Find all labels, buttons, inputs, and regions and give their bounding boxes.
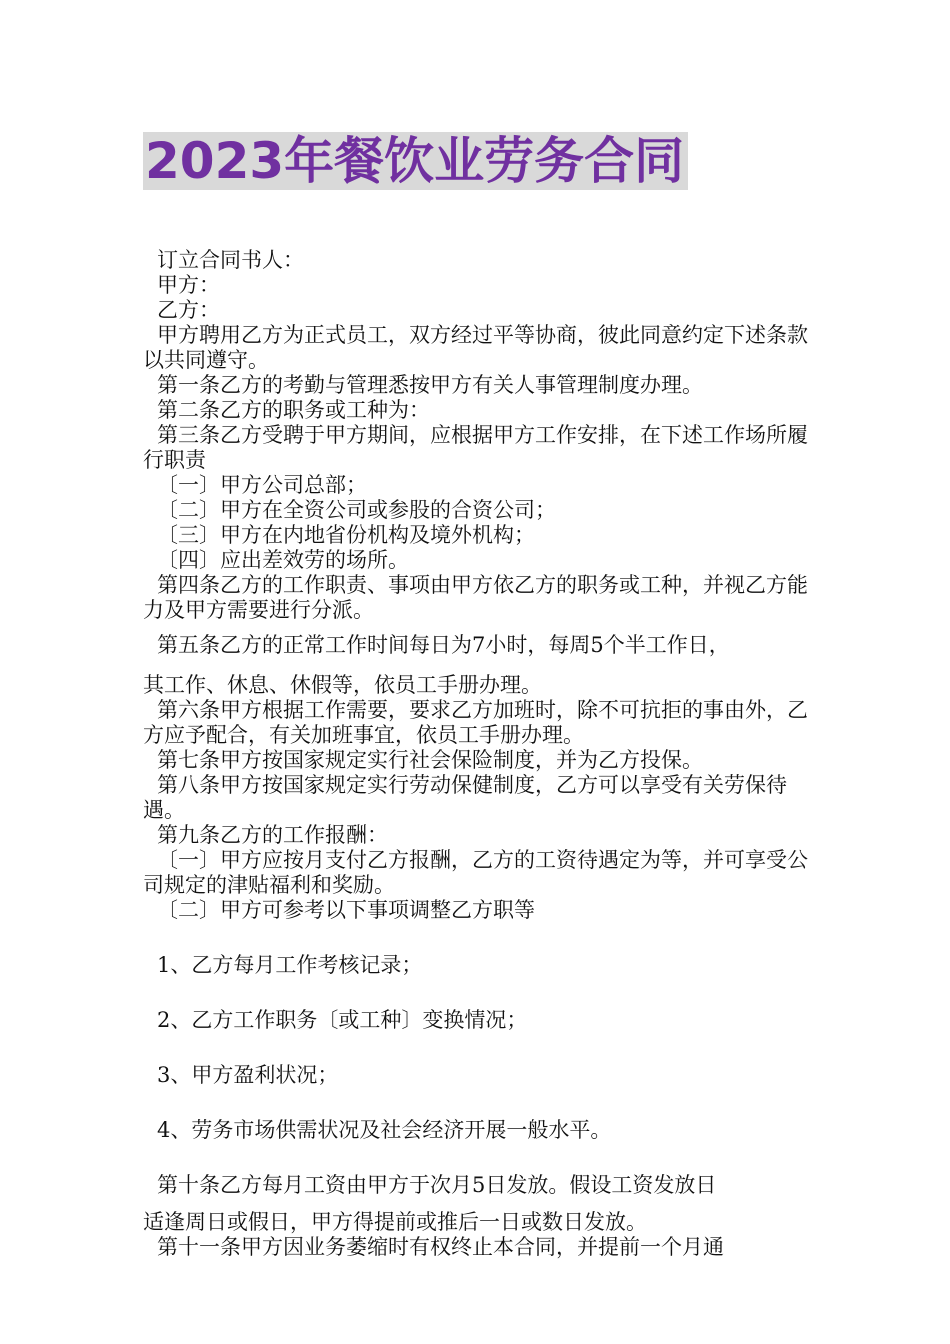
document-body (143, 248, 813, 1260)
document-title: 2023年餐饮业劳务合同 (145, 132, 685, 190)
paragraph-article-3: 第三条乙方受聘于甲方期间，应根据甲方工作安排，在下述工作场所履行职责 (143, 423, 808, 472)
paragraph-article-7: 第七条甲方按国家规定实行社会保险制度，并为乙方投保。 (157, 748, 703, 772)
paragraph-article-11: 第十一条甲方因业务萎缩时有权终止本合同，并提前一个月通 (157, 1235, 724, 1259)
paragraph-article-9-item-2: 〔二〕甲方可参考以下事项调整乙方职等 (157, 898, 535, 922)
paragraph-article-4: 第四条乙方的工作职责、事项由甲方依乙方的职务或工种，并视乙方能力及甲方需要进行分派。 (143, 573, 808, 622)
list-item-4: 4、劳务市场供需状况及社会经济开展一般水平。 (157, 1118, 612, 1142)
paragraph-article-9-item-1: 〔一〕甲方应按月支付乙方报酬，乙方的工资待遇定为等，并可享受公司规定的津贴福利和奖励。 (143, 848, 808, 897)
list-item-3: 3、甲方盈利状况； (157, 1063, 339, 1087)
paragraph-article-10-line-1: 第十条乙方每月工资由甲方于次月5日发放。假设工资发放日 (157, 1173, 717, 1197)
paragraph-preamble: 甲方聘用乙方为正式员工，双方经过平等协商，彼此同意约定下述条款以共同遵守。 (143, 323, 808, 372)
paragraph-article-3-item-2: 〔二〕甲方在全资公司或参股的合资公司； (157, 498, 556, 522)
list-item-2: 2、乙方工作职务〔或工种〕变换情况； (157, 1008, 528, 1032)
paragraph-article-3-item-1: 〔一〕甲方公司总部； (157, 473, 367, 497)
list-item-1: 1、乙方每月工作考核记录； (157, 953, 423, 977)
paragraph-article-5-line-2: 其工作、休息、休假等，依员工手册办理。 (143, 673, 542, 697)
paragraph-signatories: 订立合同书人： (157, 248, 304, 272)
paragraph-article-2: 第二条乙方的职务或工种为： (157, 398, 430, 422)
paragraph-article-5-line-1: 第五条乙方的正常工作时间每日为7小时，每周5个半工作日， (157, 633, 730, 657)
paragraph-party-a: 甲方： (157, 273, 220, 297)
paragraph-article-8: 第八条甲方按国家规定实行劳动保健制度，乙方可以享受有关劳保待遇。 (143, 773, 787, 822)
paragraph-article-3-item-3: 〔三〕甲方在内地省份机构及境外机构； (157, 523, 535, 547)
paragraph-article-9: 第九条乙方的工作报酬： (157, 823, 388, 847)
paragraph-article-10-line-2: 适逢周日或假日，甲方得提前或推后一日或数日发放。 (143, 1210, 647, 1234)
paragraph-article-3-item-4: 〔四〕应出差效劳的场所。 (157, 548, 409, 572)
paragraph-article-6: 第六条甲方根据工作需要，要求乙方加班时，除不可抗拒的事由外，乙方应予配合，有关加班事宜，依员工手册办理。 (143, 698, 808, 747)
title-highlight (143, 132, 688, 190)
paragraph-article-1: 第一条乙方的考勤与管理悉按甲方有关人事管理制度办理。 (157, 373, 703, 397)
paragraph-party-b: 乙方： (157, 298, 220, 322)
